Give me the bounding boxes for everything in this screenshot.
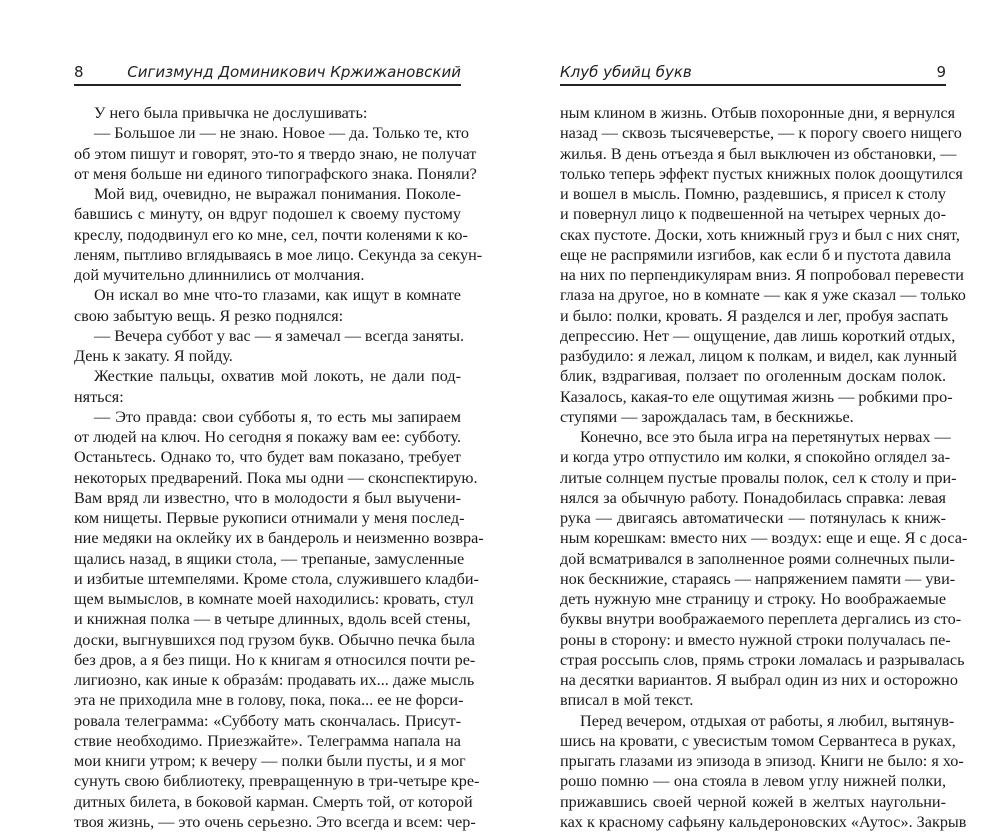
text-line: без дров, а я без пищи. Но к книгам я относился почти ре-: [74, 650, 461, 670]
page-number: 9: [936, 63, 946, 81]
text-line: ровала телеграмма: «Субботу мать скончалась. Присут-: [74, 711, 461, 731]
text-line: только теперь эффект пустых книжных полок доощутился: [560, 164, 946, 184]
text-line: блик, вздрагивая, ползает по оголенным доскам полок.: [560, 366, 946, 386]
text-line: страя россыпь слов, прямь строки ломалась и разрывалась: [560, 650, 946, 670]
text-line: и повернул лицо к подвешенной на четырех черных до-: [560, 204, 946, 224]
text-line: литые солнцем пустые провалы полок, сел к столу и при-: [560, 468, 946, 488]
paragraph: [74, 326, 461, 367]
text-line: ступями — зарождалась там, в бескнижье.: [560, 407, 946, 427]
paragraph: [74, 123, 461, 184]
body-text: [74, 103, 461, 832]
text-line: депрессию. Нет — ощущение, дав лишь короткий отдых,: [560, 326, 946, 346]
running-head-title: Клуб убийц букв: [560, 63, 692, 81]
text-line: об этом пишут и говорят, это-то я твердо знаю, не получат: [74, 144, 461, 164]
text-line: Жесткие пальцы, охватив мой локоть, не дали под-: [74, 366, 461, 386]
paragraph: [74, 285, 461, 326]
text-line: щем вымыслов, в комнате моей находились: кровать, стул: [74, 589, 461, 609]
text-line: Мой вид, очевидно, не выражал понимания. Поколе-: [74, 184, 461, 204]
text-line: доски, выгнувшихся под грузом букв. Обычно печка была: [74, 630, 461, 650]
paragraph: [74, 103, 461, 123]
text-line: разбудило: я лежал, лицом к полкам, и видел, как лунный: [560, 346, 946, 366]
right-page: [560, 0, 946, 823]
text-line: деть нужную мне страницу и строку. Но воображаемые: [560, 589, 946, 609]
text-line: и книжная полка — в четыре длинных, вдоль всей стены,: [74, 609, 461, 629]
text-line: леням, пытливо вглядываясь в мое лицо. Секунда за секун-: [74, 245, 461, 265]
text-line: глаза на другое, но в комнате — как я уже сказал — только: [560, 285, 946, 305]
text-line: нок бескнижие, стараясь — напряжением памяти — уви-: [560, 569, 946, 589]
text-line: лигиозно, как иные к образáм: продавать их... даже мысль: [74, 670, 461, 690]
text-line: У него была привычка не дослушивать:: [74, 103, 461, 123]
text-line: нялся за обычную работу. Понадобилась справка: левая: [560, 488, 946, 508]
running-head-right: [560, 62, 946, 86]
text-line: рука — двигаясь автоматически — потянулась к книж-: [560, 508, 946, 528]
text-line: вписал в мой текст.: [560, 690, 946, 710]
text-line: сках пустоте. Доски, хоть книжный груз и был с них снят,: [560, 225, 946, 245]
text-line: на десятки вариантов. Я выбрал один из них и осторожно: [560, 670, 946, 690]
text-line: дитных билета, в боковой карман. Смерть той, от которой: [74, 792, 461, 812]
text-line: еще не распрямили изгибов, как если б и пустота давила: [560, 245, 946, 265]
text-line: свою забытую вещь. Я резко поднялся:: [74, 306, 461, 326]
text-line: роны в сторону: и вместо нужной строки получалась пе-: [560, 630, 946, 650]
text-line: от людей на ключ. Но сегодня я покажу вам ее: субботу.: [74, 427, 461, 447]
body-text: [560, 103, 946, 832]
text-line: на них по перпендикулярам вниз. Я попробовал перевести: [560, 265, 946, 285]
text-line: Перед вечером, отдыхая от работы, я любил, вытянув-: [560, 711, 946, 731]
text-line: няться:: [74, 387, 461, 407]
text-line: дой мучительно длиннились от молчания.: [74, 265, 461, 285]
text-line: сунуть свою библиотеку, превращенную в три-четыре кре-: [74, 771, 461, 791]
text-line: прижавшись своей черной кожей в желтых наугольни-: [560, 792, 946, 812]
text-line: ным клином в жизнь. Отбыв похоронные дни, я вернулся: [560, 103, 946, 123]
paragraph: [560, 427, 946, 711]
left-page: [74, 0, 461, 823]
text-line: шись на кровати, с увесистым томом Сервантеса в руках,: [560, 731, 946, 751]
text-line: прыгать глазами из эпизода в эпизод. Книги не было: я хо-: [560, 751, 946, 771]
text-line: эта не приходила мне в голову, пока, пока... ее не форси-: [74, 690, 461, 710]
paragraph: [560, 103, 946, 427]
text-line: и было: полки, кровать. Я разделся и лег, пробуя заспать: [560, 306, 946, 326]
running-head-left: [74, 62, 461, 86]
text-line: дой всматривался в заполненное роями солнечных пыли-: [560, 549, 946, 569]
text-line: — Большое ли — не знаю. Новое — да. Только те, кто: [74, 123, 461, 143]
text-line: ком нищеты. Первые рукописи отнимали у меня послед-: [74, 508, 461, 528]
paragraph: [74, 366, 461, 407]
text-line: мои книги утром; к вечеру — полки были пусты, и я мог: [74, 751, 461, 771]
running-head-author: Сигизмунд Доминикович Кржижановский: [127, 63, 461, 81]
text-line: рошо помню — она стояла в левом углу нижней полки,: [560, 771, 946, 791]
text-line: ние медяки на оклейку их в бандероль и неизменно возвра-: [74, 528, 461, 548]
text-line: креслу, пододвинул его ко мне, сел, почти коленями к ко-: [74, 225, 461, 245]
text-line: ках к красному сафьяну кальдероновских «Аутос». Закрыв: [560, 812, 946, 832]
paragraph: [74, 184, 461, 285]
paragraph: [74, 407, 461, 832]
text-line: и избитые штемпелями. Кроме стола, служившего кладби-: [74, 569, 461, 589]
text-line: жилья. В день отъезда я был выключен из обстановки, —: [560, 144, 946, 164]
text-line: ствие необходимо. Приезжайте». Телеграмма напала на: [74, 731, 461, 751]
text-line: от меня больше ни единого типографского знака. Поняли?: [74, 164, 461, 184]
page-number: 8: [74, 63, 84, 81]
text-line: ным корешкам: вместо них — воздух: еще и еще. Я с доса-: [560, 528, 946, 548]
text-line: некоторых предварений. Пока мы одни — сконспектирую.: [74, 468, 461, 488]
text-line: День к закату. Я пойду.: [74, 346, 461, 366]
paragraph: [560, 711, 946, 832]
text-line: и когда утро отпустило им колки, я спокойно оглядел за-: [560, 447, 946, 467]
text-line: — Это правда: свои субботы я, то есть мы запираем: [74, 407, 461, 427]
text-line: и вошел в мысль. Помню, раздевшись, я присел к столу: [560, 184, 946, 204]
text-line: — Вечера суббот у вас — я замечал — всегда заняты.: [74, 326, 461, 346]
text-line: Останьтесь. Однако то, что будет вам показано, требует: [74, 447, 461, 467]
text-line: назад — сквозь тысячеверстье, — к порогу своего нищего: [560, 123, 946, 143]
text-line: Казалось, какая-то еле ощутимая жизнь — робкими про-: [560, 387, 946, 407]
text-line: Конечно, все это была игра на перетянутых нервах —: [560, 427, 946, 447]
text-line: Он искал во мне что-то глазами, как ищут в комнате: [74, 285, 461, 305]
text-line: Вам вряд ли известно, что в молодости я был выучени-: [74, 488, 461, 508]
text-line: твоя жизнь, — это очень серьезно. Это всегда и всем: чер-: [74, 812, 461, 832]
text-line: буквы внутри воображаемого переплета дергались из сто-: [560, 609, 946, 629]
text-line: щались назад, в ящики стола, — трепаные, замусленные: [74, 549, 461, 569]
text-line: бавшись с минуту, он вдруг подошел к своему пустому: [74, 204, 461, 224]
